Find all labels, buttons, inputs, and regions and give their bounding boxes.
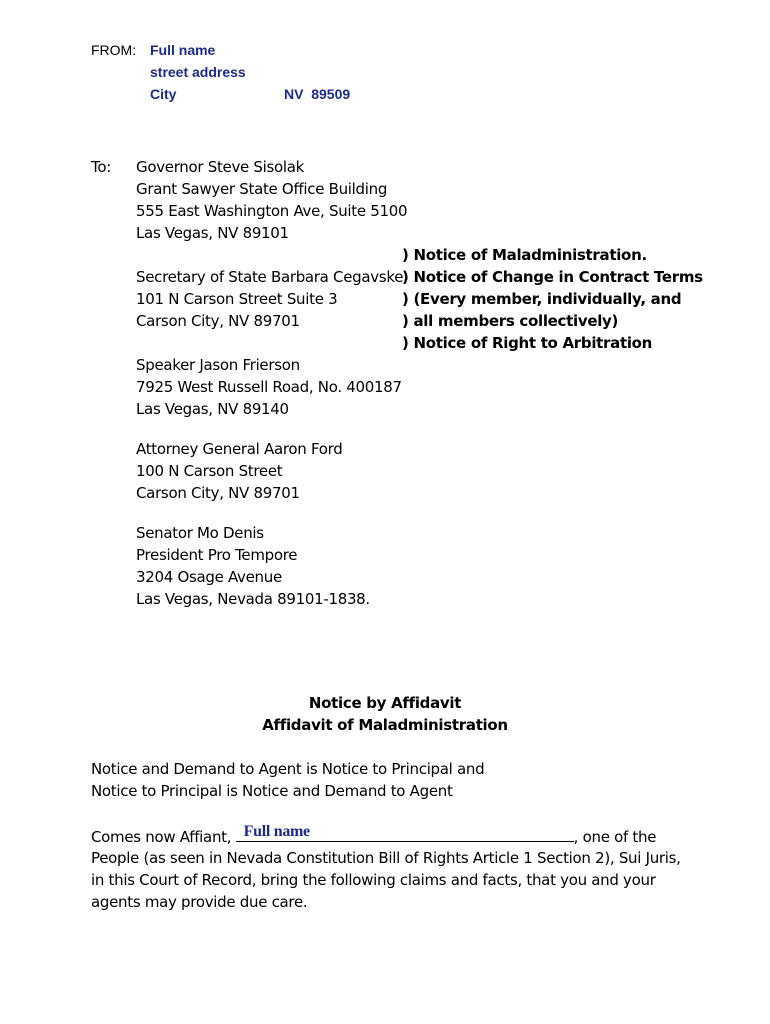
recipient-line: Secretary of State Barbara Cegavske <box>136 268 404 286</box>
maxim-paragraph <box>91 758 484 802</box>
recipient-governor <box>136 156 407 244</box>
recipient-line: 555 East Washington Ave, Suite 5100 <box>136 202 408 220</box>
recipient-line: Attorney General Aaron Ford <box>136 440 343 458</box>
recipient-line: 100 N Carson Street <box>136 462 283 480</box>
from-state-zip-field[interactable]: NV 89509 <box>284 86 351 102</box>
recipient-line: Carson City, NV 89701 <box>136 312 300 330</box>
heading-line-2: Affidavit of Maladministration <box>262 716 508 734</box>
heading-line-1: Notice by Affidavit <box>308 694 462 712</box>
notice-list <box>402 244 703 354</box>
affiant-line-3: in this Court of Record, bring the following claims and facts, that you and your <box>91 871 656 889</box>
recipient-attorney-general <box>136 438 342 504</box>
affiant-suffix: , one of the <box>573 828 657 846</box>
affiant-paragraph <box>91 825 681 913</box>
recipient-speaker <box>136 354 402 420</box>
recipient-line: Las Vegas, NV 89140 <box>136 400 289 418</box>
notice-item: ) all members collectively) <box>402 312 619 330</box>
recipient-secretary-of-state <box>136 266 403 332</box>
affiant-line-2: People (as seen in Nevada Constitution Bill of Rights Article 1 Section 2), Sui Juris, <box>91 849 681 867</box>
recipient-line: President Pro Tempore <box>136 546 298 564</box>
notice-item: ) (Every member, individually, and <box>402 290 682 308</box>
recipient-line: 101 N Carson Street Suite 3 <box>136 290 338 308</box>
notice-item: ) Notice of Maladministration. <box>402 246 647 264</box>
recipient-senator <box>136 522 370 610</box>
affiant-line-4: agents may provide due care. <box>91 893 308 911</box>
recipient-line: Las Vegas, NV 89101 <box>136 224 289 242</box>
maxim-line-2: Notice to Principal is Notice and Demand to Agent <box>91 782 453 800</box>
from-street-field[interactable]: street address <box>150 64 246 80</box>
recipient-line: Las Vegas, Nevada 89101-1838. <box>136 590 370 608</box>
recipient-line: 3204 Osage Avenue <box>136 568 282 586</box>
recipient-line: Carson City, NV 89701 <box>136 484 300 502</box>
document-heading <box>0 692 770 736</box>
recipient-line: 7925 West Russell Road, No. 400187 <box>136 378 402 396</box>
maxim-line-1: Notice and Demand to Agent is Notice to Principal and <box>91 760 485 778</box>
notice-item: ) Notice of Change in Contract Terms <box>402 268 703 286</box>
affiant-name-field[interactable]: Full name <box>243 823 310 840</box>
affiant-name-blank[interactable] <box>236 825 574 842</box>
from-city-field[interactable]: City <box>150 86 177 102</box>
affiant-line-1 <box>91 825 681 847</box>
recipient-line: Governor Steve Sisolak <box>136 158 305 176</box>
recipient-line: Grant Sawyer State Office Building <box>136 180 388 198</box>
from-label: FROM: <box>91 42 137 58</box>
notice-item: ) Notice of Right to Arbitration <box>402 334 653 352</box>
from-name-field[interactable]: Full name <box>150 42 216 58</box>
to-label: To: <box>91 158 111 176</box>
affiant-prefix: Comes now Affiant, <box>91 828 236 846</box>
recipient-line: Speaker Jason Frierson <box>136 356 300 374</box>
recipient-line: Senator Mo Denis <box>136 524 264 542</box>
